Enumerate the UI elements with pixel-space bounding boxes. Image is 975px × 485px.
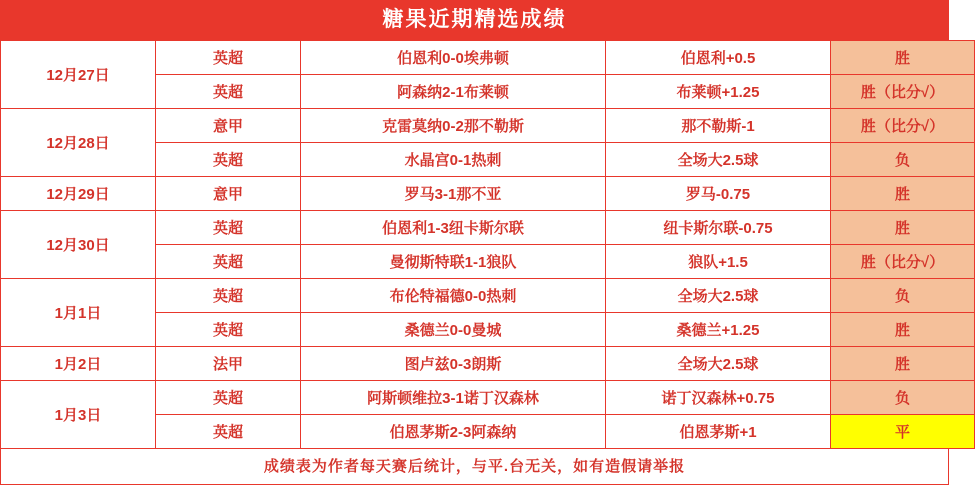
result-badge: 负: [831, 143, 975, 177]
league-name: 英超: [156, 41, 301, 75]
result-badge: 胜: [831, 313, 975, 347]
league-name: 英超: [156, 143, 301, 177]
match-date: 1月1日: [1, 279, 156, 347]
league-name: 英超: [156, 279, 301, 313]
handicap-pick: 狼队+1.5: [606, 245, 831, 279]
handicap-pick: 桑德兰+1.25: [606, 313, 831, 347]
match-score: 桑德兰0-0曼城: [301, 313, 606, 347]
league-name: 法甲: [156, 347, 301, 381]
result-badge: 胜: [831, 177, 975, 211]
match-score: 伯恩茅斯2-3阿森纳: [301, 415, 606, 449]
table-row: [1, 279, 975, 313]
match-score: 布伦特福德0-0热刺: [301, 279, 606, 313]
handicap-pick: 罗马-0.75: [606, 177, 831, 211]
table-row: [1, 177, 975, 211]
result-badge: 胜: [831, 41, 975, 75]
result-badge: 负: [831, 279, 975, 313]
table-row: [1, 347, 975, 381]
match-score: 伯恩利1-3纽卡斯尔联: [301, 211, 606, 245]
match-score: 伯恩利0-0埃弗顿: [301, 41, 606, 75]
match-score: 阿斯顿维拉3-1诺丁汉森林: [301, 381, 606, 415]
results-table: [0, 40, 975, 449]
match-score: 曼彻斯特联1-1狼队: [301, 245, 606, 279]
handicap-pick: 伯恩利+0.5: [606, 41, 831, 75]
match-date: 12月29日: [1, 177, 156, 211]
table-row: [1, 109, 975, 143]
match-score: 阿森纳2-1布莱顿: [301, 75, 606, 109]
result-badge: 胜（比分√）: [831, 75, 975, 109]
result-badge: 胜: [831, 211, 975, 245]
match-date: 12月30日: [1, 211, 156, 279]
result-badge: 胜（比分√）: [831, 245, 975, 279]
handicap-pick: 诺丁汉森林+0.75: [606, 381, 831, 415]
table-row: [1, 41, 975, 75]
league-name: 英超: [156, 313, 301, 347]
results-table-body: [1, 41, 975, 449]
match-date: 1月2日: [1, 347, 156, 381]
table-row: [1, 381, 975, 415]
result-badge: 胜: [831, 347, 975, 381]
league-name: 意甲: [156, 177, 301, 211]
table-row: [1, 211, 975, 245]
league-name: 英超: [156, 211, 301, 245]
match-score: 图卢兹0-3朗斯: [301, 347, 606, 381]
result-badge: 胜（比分√）: [831, 109, 975, 143]
match-date: 12月27日: [1, 41, 156, 109]
handicap-pick: 纽卡斯尔联-0.75: [606, 211, 831, 245]
league-name: 英超: [156, 245, 301, 279]
handicap-pick: 那不勒斯-1: [606, 109, 831, 143]
league-name: 英超: [156, 75, 301, 109]
handicap-pick: 全场大2.5球: [606, 143, 831, 177]
handicap-pick: 伯恩茅斯+1: [606, 415, 831, 449]
match-score: 克雷莫纳0-2那不勒斯: [301, 109, 606, 143]
result-badge: 平: [831, 415, 975, 449]
match-date: 12月28日: [1, 109, 156, 177]
result-badge: 负: [831, 381, 975, 415]
league-name: 英超: [156, 381, 301, 415]
match-date: 1月3日: [1, 381, 156, 449]
results-table-wrap: [0, 40, 949, 449]
disclaimer-note: 成绩表为作者每天赛后统计，与平.台无关，如有造假请举报: [0, 449, 949, 485]
match-score: 罗马3-1那不亚: [301, 177, 606, 211]
handicap-pick: 全场大2.5球: [606, 347, 831, 381]
league-name: 意甲: [156, 109, 301, 143]
league-name: 英超: [156, 415, 301, 449]
handicap-pick: 全场大2.5球: [606, 279, 831, 313]
page-title: 糖果近期精选成绩: [0, 0, 949, 40]
match-score: 水晶宫0-1热刺: [301, 143, 606, 177]
handicap-pick: 布莱顿+1.25: [606, 75, 831, 109]
